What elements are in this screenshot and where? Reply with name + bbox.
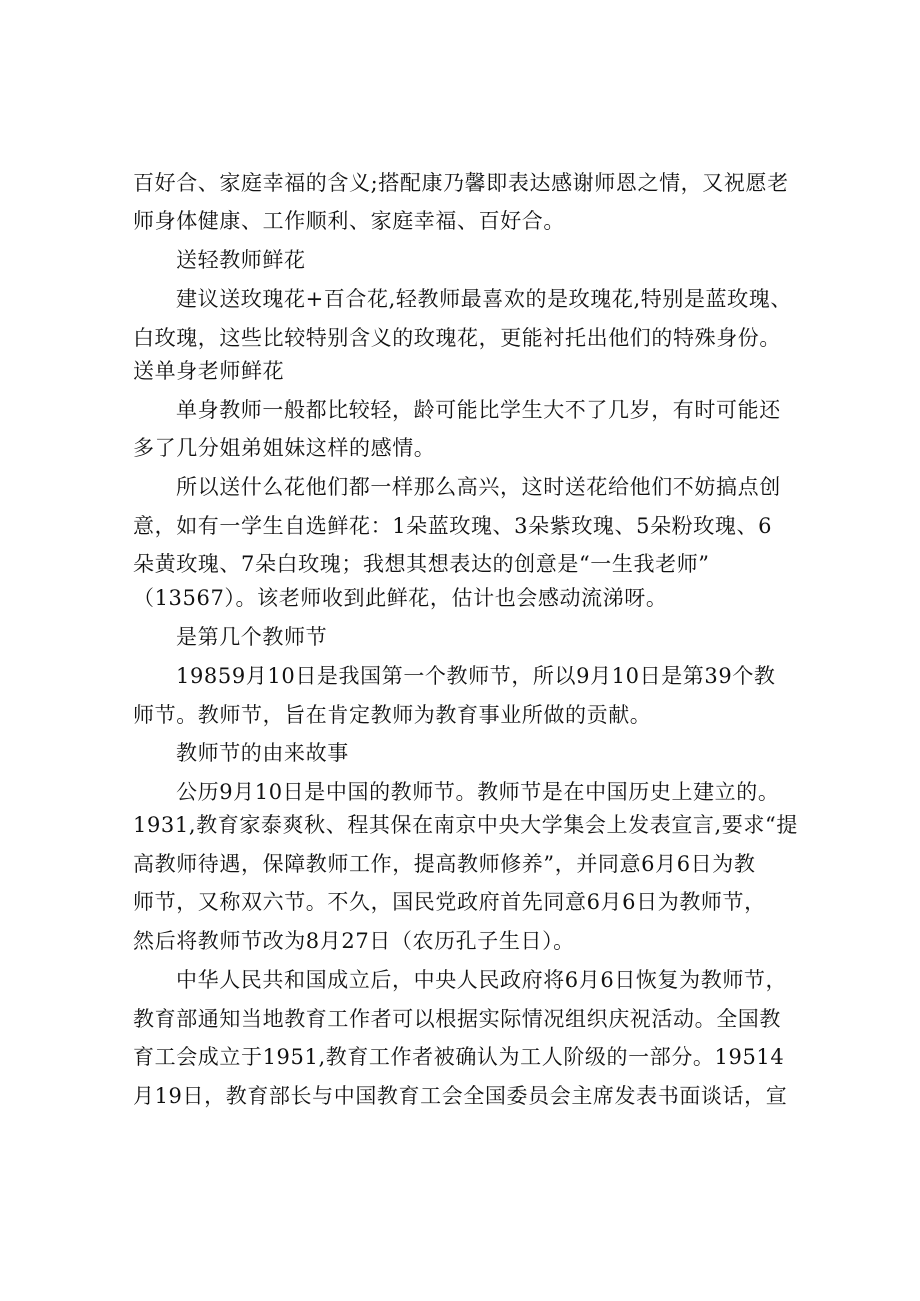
text-line: 教育部通知当地教育工作者可以根据实际情况组织庆祝活动。全国教: [133, 1007, 781, 1031]
section-heading: 送轻教师鲜花: [176, 248, 306, 272]
text-line: 19859月10日是我国第一个教师节，所以9月10日是第39个教: [176, 664, 776, 688]
text-line: 育工会成立于1951,教育工作者被确认为工人阶级的一部分。19514: [133, 1045, 785, 1069]
text-line: 师节，又称双六节。不久，国民党政府首先同意6月6日为教师节，: [133, 890, 766, 914]
text-line: 单身教师一般都比较轻，龄可能比学生大不了几岁，有时可能还: [176, 398, 781, 422]
section-heading: 是第几个教师节: [176, 625, 328, 649]
text-line: 1931,教育家泰爽秋、程其保在南京中央大学集会上发表宣言,要求“提: [133, 813, 798, 837]
text-line: 师节。教师节，旨在肯定教师为教育事业所做的贡献。: [133, 703, 652, 727]
text-line: 所以送什么花他们都一样那么高兴，这时送花给他们不妨搞点创: [176, 475, 781, 499]
text-line: 高教师待遇，保障教师工作，提高教师修养”，并同意6月6日为教: [133, 852, 756, 876]
text-line: 多了几分姐弟姐妹这样的感情。: [133, 436, 436, 460]
text-line: （13567）。该老师收到此鲜花，估计也会感动流涕呀。: [133, 586, 668, 610]
text-line: 师身体健康、工作顺利、家庭幸福、百好合。: [133, 209, 565, 233]
text-line: 白玫瑰，这些比较特别含义的玫瑰花，更能衬托出他们的特殊身份。: [133, 326, 781, 350]
text-line: 公历9月10日是中国的教师节。教师节是在中国历史上建立的。: [176, 780, 780, 804]
text-line: 建议送玫瑰花+百合花,轻教师最喜欢的是玫瑰花,特别是蓝玫瑰、: [176, 287, 792, 311]
text-line: 中华人民共和国成立后，中央人民政府将6月6日恢复为教师节，: [176, 968, 788, 992]
text-line: 月19日，教育部长与中国教育工会全国委员会主席发表书面谈话，宣: [133, 1084, 788, 1108]
text-line: 然后将教师节改为8月27日（农历孔子生日）。: [133, 929, 575, 953]
section-heading: 教师节的由来故事: [176, 741, 349, 765]
text-line: 朵黄玫瑰、7朵白玫瑰；我想其想表达的创意是“一生我老师”: [133, 552, 710, 576]
text-line: 意，如有一学生自选鲜花：1朵蓝玫瑰、3朵紫玫瑰、5朵粉玫瑰、6: [133, 514, 773, 538]
text-line: 百好合、家庭幸福的含义;搭配康乃馨即表达感谢师恩之情，又祝愿老: [133, 171, 789, 195]
section-heading: 送单身老师鲜花: [133, 359, 285, 383]
